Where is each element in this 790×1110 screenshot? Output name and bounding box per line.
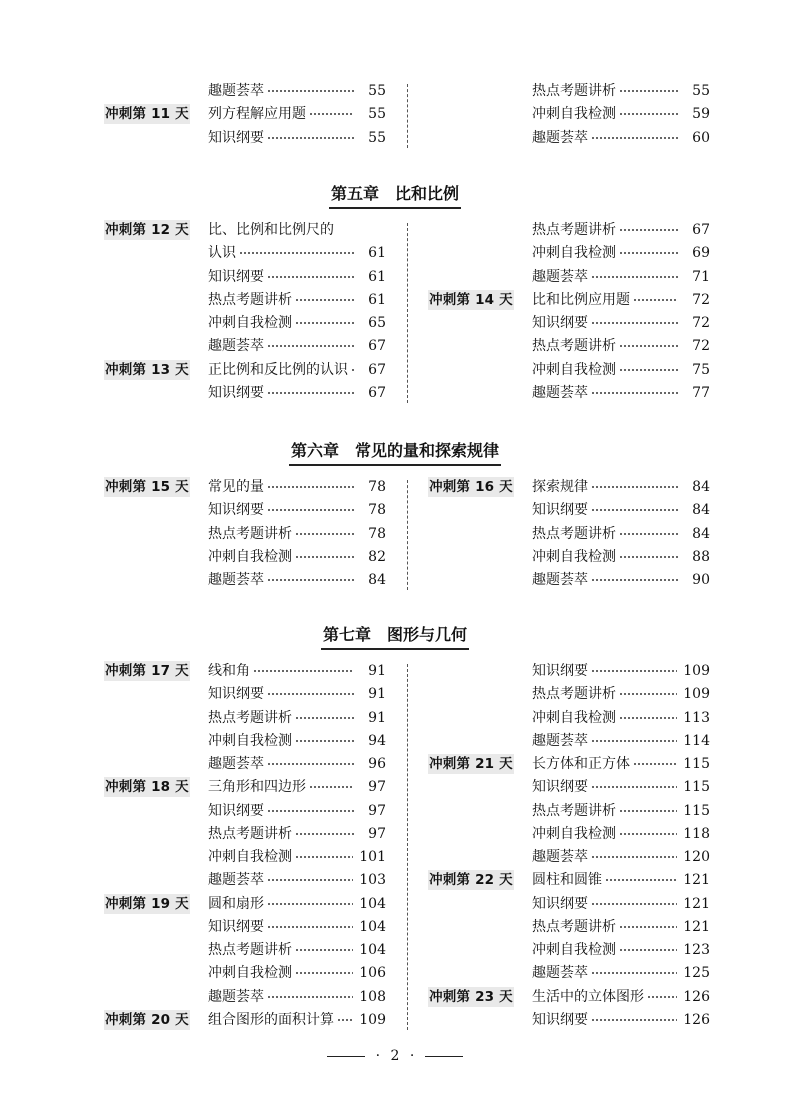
entry-page-number: 97 [368,825,386,842]
entry-title: 趣题荟萃 [532,129,588,146]
toc-entry[interactable] [0,80,790,102]
chapter-heading: 第七章 图形与几何 [0,622,790,650]
entry-title: 热点考题讲析 [532,83,616,99]
toc-item[interactable] [532,893,710,915]
toc-entry[interactable] [0,312,790,334]
entry-title: 线和角 [208,663,250,679]
dot-leader [591,902,677,905]
entry-title: 知识纲要 [532,502,588,519]
entry-title: 知识纲要 [208,384,264,401]
toc-item[interactable] [532,939,710,961]
toc-item[interactable] [532,730,710,752]
entry-title: 知识纲要 [208,502,264,519]
toc-item[interactable] [532,219,710,241]
entry-page-number: 67 [368,384,386,401]
toc-entry[interactable] [0,893,790,915]
entry-title: 圆柱和圆锥 [532,872,602,889]
entry-title: 探索规律 [532,479,588,495]
toc-entry[interactable] [0,359,790,381]
day-label: 冲刺第 18 天 [105,779,189,796]
day-label: 冲刺第 20 天 [105,1011,189,1028]
footer-rule-left [327,1056,365,1057]
entry-title: 趣题荟萃 [532,849,588,865]
entry-title: 趣题荟萃 [208,988,264,1005]
entry-page-number: 61 [368,291,386,308]
toc-item[interactable] [532,962,710,984]
entry-title: 冲刺自我检测 [208,548,292,565]
entry-title: 列方程解应用题 [208,106,306,123]
dot-leader [591,670,677,673]
entry-title: 知识纲要 [532,779,588,796]
entry-page-number: 126 [683,988,710,1005]
entry-page-number: 104 [359,918,386,935]
entry-title: 组合图形的面积计算 [208,1011,334,1028]
entry-title: 长方体和正方体 [532,756,630,772]
entry-page-number: 78 [368,502,386,519]
entry-title: 热点考题讲析 [532,802,616,819]
entry-title: 热点考题讲析 [208,825,292,842]
toc-item[interactable] [532,242,710,264]
footer-rule-right [425,1056,463,1057]
entry-title: 热点考题讲析 [532,918,616,935]
entry-page-number: 91 [368,663,386,679]
entry-page-number: 69 [692,245,710,262]
dot-leader [619,229,678,232]
entry-title: 生活中的立体图形 [532,988,644,1005]
toc-item[interactable] [532,776,710,798]
entry-title: 趣题荟萃 [208,756,264,772]
toc-item[interactable] [532,683,710,705]
entry-page-number: 121 [683,872,710,889]
entry-page-number: 104 [359,942,386,958]
toc-item[interactable] [532,382,710,404]
toc-entry[interactable] [0,103,790,125]
entry-title: 冲刺自我检测 [208,732,292,749]
dot-leader [591,275,678,278]
toc-item[interactable] [532,800,710,822]
dot-leader [633,763,677,766]
entry-title: 冲刺自我检测 [532,245,616,262]
entry-page-number: 103 [359,872,386,889]
entry-title: 冲刺自我检测 [532,942,616,958]
entry-page-number: 82 [368,548,386,565]
dot-leader [591,136,678,139]
dot-leader [619,925,677,928]
dot-leader [619,555,678,558]
toc-item[interactable] [532,660,710,682]
dot-leader [591,739,677,742]
dot-leader [591,391,678,394]
entry-title: 热点考题讲析 [532,222,616,238]
toc-item[interactable] [532,546,710,568]
entry-page-number: 55 [368,106,386,123]
toc-entry[interactable] [0,916,790,938]
day-label: 冲刺第 11 天 [105,106,189,123]
entry-title: 知识纲要 [532,1011,588,1028]
entry-page-number: 125 [683,965,710,982]
dot-leader [591,1018,677,1021]
page-number: 2 [390,1048,400,1064]
entry-title: 趣题荟萃 [532,572,588,588]
toc-entry[interactable] [0,335,790,357]
entry-title: 冲刺自我检测 [532,548,616,565]
entry-title: 知识纲要 [208,268,264,285]
entry-page-number: 65 [368,315,386,331]
toc-entry[interactable] [0,476,790,498]
entry-page-number: 88 [692,548,710,565]
chapter-heading: 第五章 比和比例 [0,181,790,209]
entry-title: 知识纲要 [532,315,588,331]
dot-leader [619,90,678,93]
toc-entry[interactable] [0,266,790,288]
day-label: 冲刺第 15 天 [105,479,189,495]
entry-title: 认识 [208,245,236,262]
entry-title: 趣题荟萃 [208,338,264,355]
entry-page-number: 67 [368,361,386,378]
toc-item[interactable] [532,569,710,591]
toc-entry[interactable] [0,730,790,752]
entry-page-number: 113 [683,709,710,726]
entry-page-number: 91 [368,709,386,726]
entry-title: 趣题荟萃 [208,83,264,99]
entry-page-number: 84 [692,502,710,519]
entry-title: 比和比例应用题 [532,291,630,308]
toc-entry[interactable] [0,242,790,264]
toc-entry[interactable] [0,683,790,705]
toc-entry[interactable] [0,382,790,404]
entry-title: 冲刺自我检测 [532,361,616,378]
toc-item[interactable] [532,266,710,288]
entry-page-number: 91 [368,686,386,703]
entry-title: 趣题荟萃 [208,872,264,889]
toc-entry[interactable] [0,800,790,822]
toc-item[interactable] [532,312,710,334]
toc-entry[interactable] [0,523,790,545]
entry-title: 热点考题讲析 [208,525,292,542]
entry-page-number: 71 [692,268,710,285]
entry-title: 热点考题讲析 [208,291,292,308]
toc-entry[interactable] [0,660,790,682]
day-label: 冲刺第 23 天 [429,988,513,1005]
entry-title: 趣题荟萃 [532,268,588,285]
entry-title: 知识纲要 [208,918,264,935]
entry-page-number: 67 [368,338,386,355]
dot-leader [591,856,677,859]
toc-item[interactable] [532,523,710,545]
entry-title: 常见的量 [208,479,264,495]
dot-leader [591,579,678,582]
dot-leader [619,716,677,719]
toc-item[interactable] [532,707,710,729]
dot-leader [605,879,677,882]
day-label: 冲刺第 19 天 [105,895,189,912]
toc-item[interactable] [532,103,710,125]
toc-entry[interactable] [0,776,790,798]
entry-page-number: 72 [692,291,710,308]
entry-page-number: 55 [368,83,386,99]
dot-leader [619,949,677,952]
entry-page-number: 60 [692,129,710,146]
toc-entry[interactable] [0,499,790,521]
entry-page-number: 75 [692,361,710,378]
entry-title: 冲刺自我检测 [532,825,616,842]
entry-title: 热点考题讲析 [208,942,292,958]
entry-page-number: 77 [692,384,710,401]
toc-item[interactable] [532,359,710,381]
dot-leader [619,113,678,116]
entry-page-number: 78 [368,525,386,542]
entry-title: 趣题荟萃 [532,384,588,401]
entry-title: 知识纲要 [532,895,588,912]
dot-leader [619,368,678,371]
toc-item[interactable] [532,289,710,311]
day-label: 冲刺第 12 天 [105,222,189,238]
entry-page-number: 123 [683,942,710,958]
toc-item[interactable] [532,335,710,357]
entry-title: 三角形和四边形 [208,779,306,796]
entry-page-number: 84 [692,479,710,495]
entry-title: 热点考题讲析 [532,686,616,703]
chapter-heading: 第六章 常见的量和探索规律 [0,438,790,466]
dot-leader [619,832,677,835]
entry-page-number: 90 [692,572,710,588]
dot-leader [619,809,677,812]
entry-title: 冲刺自我检测 [208,849,292,865]
entry-page-number: 115 [683,779,710,796]
toc-item[interactable] [532,80,710,102]
entry-page-number: 120 [683,849,710,865]
day-label: 冲刺第 13 天 [105,361,189,378]
toc-entry[interactable] [0,289,790,311]
toc-entry[interactable] [0,986,790,1008]
entry-title: 热点考题讲析 [532,338,616,355]
toc-entry[interactable] [0,846,790,868]
entry-page-number: 121 [683,895,710,912]
dot-leader [619,345,678,348]
toc-item[interactable] [532,476,710,498]
day-label: 冲刺第 21 天 [429,756,513,772]
entry-page-number: 96 [368,756,386,772]
entry-page-number: 109 [683,663,710,679]
entry-title: 趣题荟萃 [208,572,264,588]
dot-leader [619,532,678,535]
entry-page-number: 55 [368,129,386,146]
entry-title: 知识纲要 [532,663,588,679]
entry-page-number: 118 [683,825,710,842]
toc-item[interactable] [532,846,710,868]
entry-page-number: 61 [368,245,386,262]
entry-page-number: 94 [368,732,386,749]
dot-leader [591,322,678,325]
dot-leader [591,786,677,789]
entry-page-number: 97 [368,779,386,796]
day-label: 冲刺第 16 天 [429,479,513,495]
page-footer: · 2 · [0,1048,790,1064]
toc-entry[interactable] [0,569,790,591]
entry-title: 热点考题讲析 [208,709,292,726]
entry-title: 比、比例和比例尺的 [208,222,334,238]
toc-entry[interactable] [0,127,790,149]
entry-page-number: 84 [368,572,386,588]
entry-title: 正比例和反比例的认识 [208,361,348,378]
toc-entry[interactable] [0,823,790,845]
entry-title: 趣题荟萃 [532,965,588,982]
entry-title: 冲刺自我检测 [208,315,292,331]
toc-item[interactable] [532,916,710,938]
entry-page-number: 59 [692,106,710,123]
toc-entry[interactable] [0,962,790,984]
toc-entry[interactable] [0,939,790,961]
dot-leader [591,486,678,489]
dot-leader [619,252,678,255]
toc-item[interactable] [532,986,710,1008]
toc-entry[interactable] [0,869,790,891]
toc-item[interactable] [532,1009,710,1031]
entry-page-number: 55 [692,83,710,99]
day-label: 冲刺第 14 天 [429,291,513,308]
dot-leader [619,693,677,696]
entry-page-number: 67 [692,222,710,238]
dot-leader [633,298,678,301]
entry-title: 冲刺自我检测 [532,106,616,123]
toc-entry[interactable] [0,1009,790,1031]
toc-item[interactable] [532,127,710,149]
entry-page-number: 115 [683,802,710,819]
toc-item[interactable] [532,869,710,891]
toc-entry[interactable] [0,219,790,241]
day-label: 冲刺第 22 天 [429,872,513,889]
entry-page-number: 126 [683,1011,710,1028]
dot-leader [591,972,677,975]
day-label: 冲刺第 17 天 [105,663,189,679]
entry-page-number: 115 [683,756,710,772]
entry-page-number: 72 [692,338,710,355]
entry-title: 圆和扇形 [208,895,264,912]
toc-item[interactable] [532,753,710,775]
toc-item[interactable] [532,823,710,845]
toc-entry[interactable] [0,753,790,775]
entry-page-number: 108 [359,988,386,1005]
entry-title: 知识纲要 [208,802,264,819]
entry-title: 知识纲要 [208,129,264,146]
entry-page-number: 104 [359,895,386,912]
entry-title: 冲刺自我检测 [532,709,616,726]
toc-entry[interactable] [0,707,790,729]
entry-page-number: 109 [359,1011,386,1028]
entry-page-number: 109 [683,686,710,703]
entry-page-number: 97 [368,802,386,819]
entry-page-number: 101 [359,849,386,865]
entry-page-number: 121 [683,918,710,935]
entry-page-number: 84 [692,525,710,542]
dot-leader [591,509,678,512]
entry-title: 热点考题讲析 [532,525,616,542]
entry-page-number: 78 [368,479,386,495]
entry-page-number: 106 [359,965,386,982]
dot-leader [647,995,677,998]
entry-page-number: 61 [368,268,386,285]
entry-title: 冲刺自我检测 [208,965,292,982]
entry-title: 知识纲要 [208,686,264,703]
entry-title: 趣题荟萃 [532,732,588,749]
toc-entry[interactable] [0,546,790,568]
toc-item[interactable] [532,499,710,521]
entry-page-number: 72 [692,315,710,331]
entry-page-number: 114 [683,732,710,749]
